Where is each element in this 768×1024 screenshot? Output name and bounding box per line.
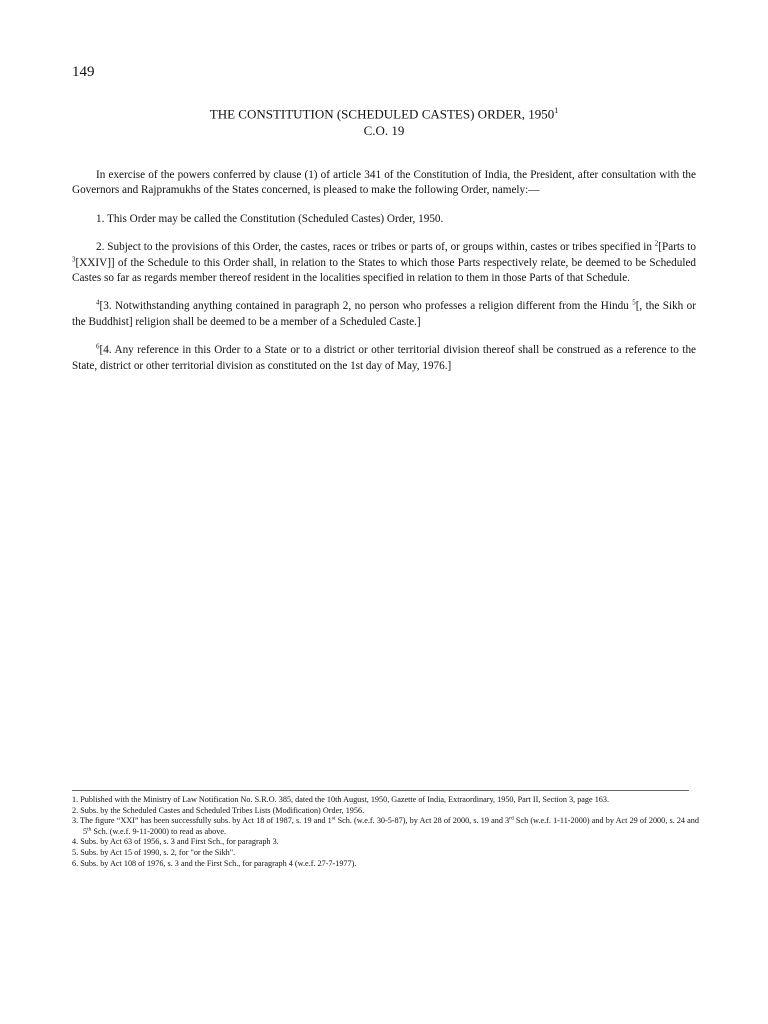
footnote-ref-2: 2 bbox=[654, 239, 659, 248]
paragraph-2: 2. Subject to the provisions of this Order, the castes, races or tribes or parts of, or groups within, castes or tribes specified in $^2$[Parts to $^3$[XXIV]] of the Schedule to this Order shall, in relation to the States to which those Parts respectively relate, be deemed to be Scheduled Castes so far as regards member thereof resident in the localities specified in relation to them in those Parts of that Schedule. bbox=[72, 239, 696, 285]
paragraph-1: 1. This Order may be called the Constitution (Scheduled Castes) Order, 1950. bbox=[96, 212, 444, 225]
preamble-paragraph: In exercise of the powers conferred by clause (1) of article 341 of the Constitution of India, the President, after consultation with the Governors and Rajpramukhs of the States concerned, is pleased to make the following Order, namely:— bbox=[72, 169, 696, 197]
footnote-ref-4: 4 bbox=[96, 298, 100, 307]
footnote-6: 6. Subs. by Act 108 of 1976, s. 3 and the First Sch., for paragraph 4 (w.e.f. 27-7-1977). bbox=[72, 858, 357, 868]
footnote-divider bbox=[72, 790, 689, 791]
title-line-1: THE CONSTITUTION (SCHEDULED CASTES) ORDER, 1950$^1$ bbox=[209, 106, 559, 122]
footnote-ref-5: 5 bbox=[632, 298, 636, 307]
footnote-ref-6: 6 bbox=[96, 342, 100, 351]
paragraph-3: $^4$[3. Notwithstanding anything contained in paragraph 2, no person who professes a religion different from the Hindu $^5$[, the Sikh or the Buddhist] religion shall be deemed to be a member of a Scheduled Caste.] bbox=[72, 298, 696, 328]
footnote-3: 3. The figure “XXI” has been successfully subs. by Act 18 of 1987, s. 19 and 1st Sch. (w.e.f. 30-5-87), by Act 28 of 2000, s. 19 and 3rd Sch (w.e.f. 1-11-2000) and by Act 29 of 2000, s. 24 and 5th Sch. (w.e.f. 9-11-2000) to read as above. bbox=[72, 815, 699, 836]
footnote-1: 1. Published with the Ministry of Law Notification No. S.R.O. 385, dated the 10th August, 1950, Gazette of India, Extraordinary, 1950, Part II, Section 3, page 163. bbox=[72, 795, 610, 804]
footnote-5: 5. Subs. by Act 15 of 1990, s. 2, for "or the Sikh". bbox=[72, 847, 236, 857]
page-number: 149 bbox=[72, 64, 95, 80]
paragraph-4: $^6$[4. Any reference in this Order to a State or to a district or other territorial division thereof shall be construed as a reference to the State, district or other territorial division as constituted on the 1st day of May, 1976.] bbox=[72, 342, 696, 372]
footnote-ref-3: 3 bbox=[72, 254, 76, 263]
footnote-ref-1: 1 bbox=[554, 106, 559, 115]
order-body bbox=[72, 168, 696, 387]
footnotes bbox=[72, 795, 699, 869]
footnote-4: 4. Subs. by Act 63 of 1956, s. 3 and First Sch., for paragraph 3. bbox=[72, 837, 279, 847]
order-title bbox=[0, 102, 768, 139]
footnote-2: 2. Subs. by the Scheduled Castes and Scheduled Tribes Lists (Modification) Order, 1956. bbox=[72, 805, 365, 815]
title-line-2: C.O. 19 bbox=[363, 123, 405, 139]
